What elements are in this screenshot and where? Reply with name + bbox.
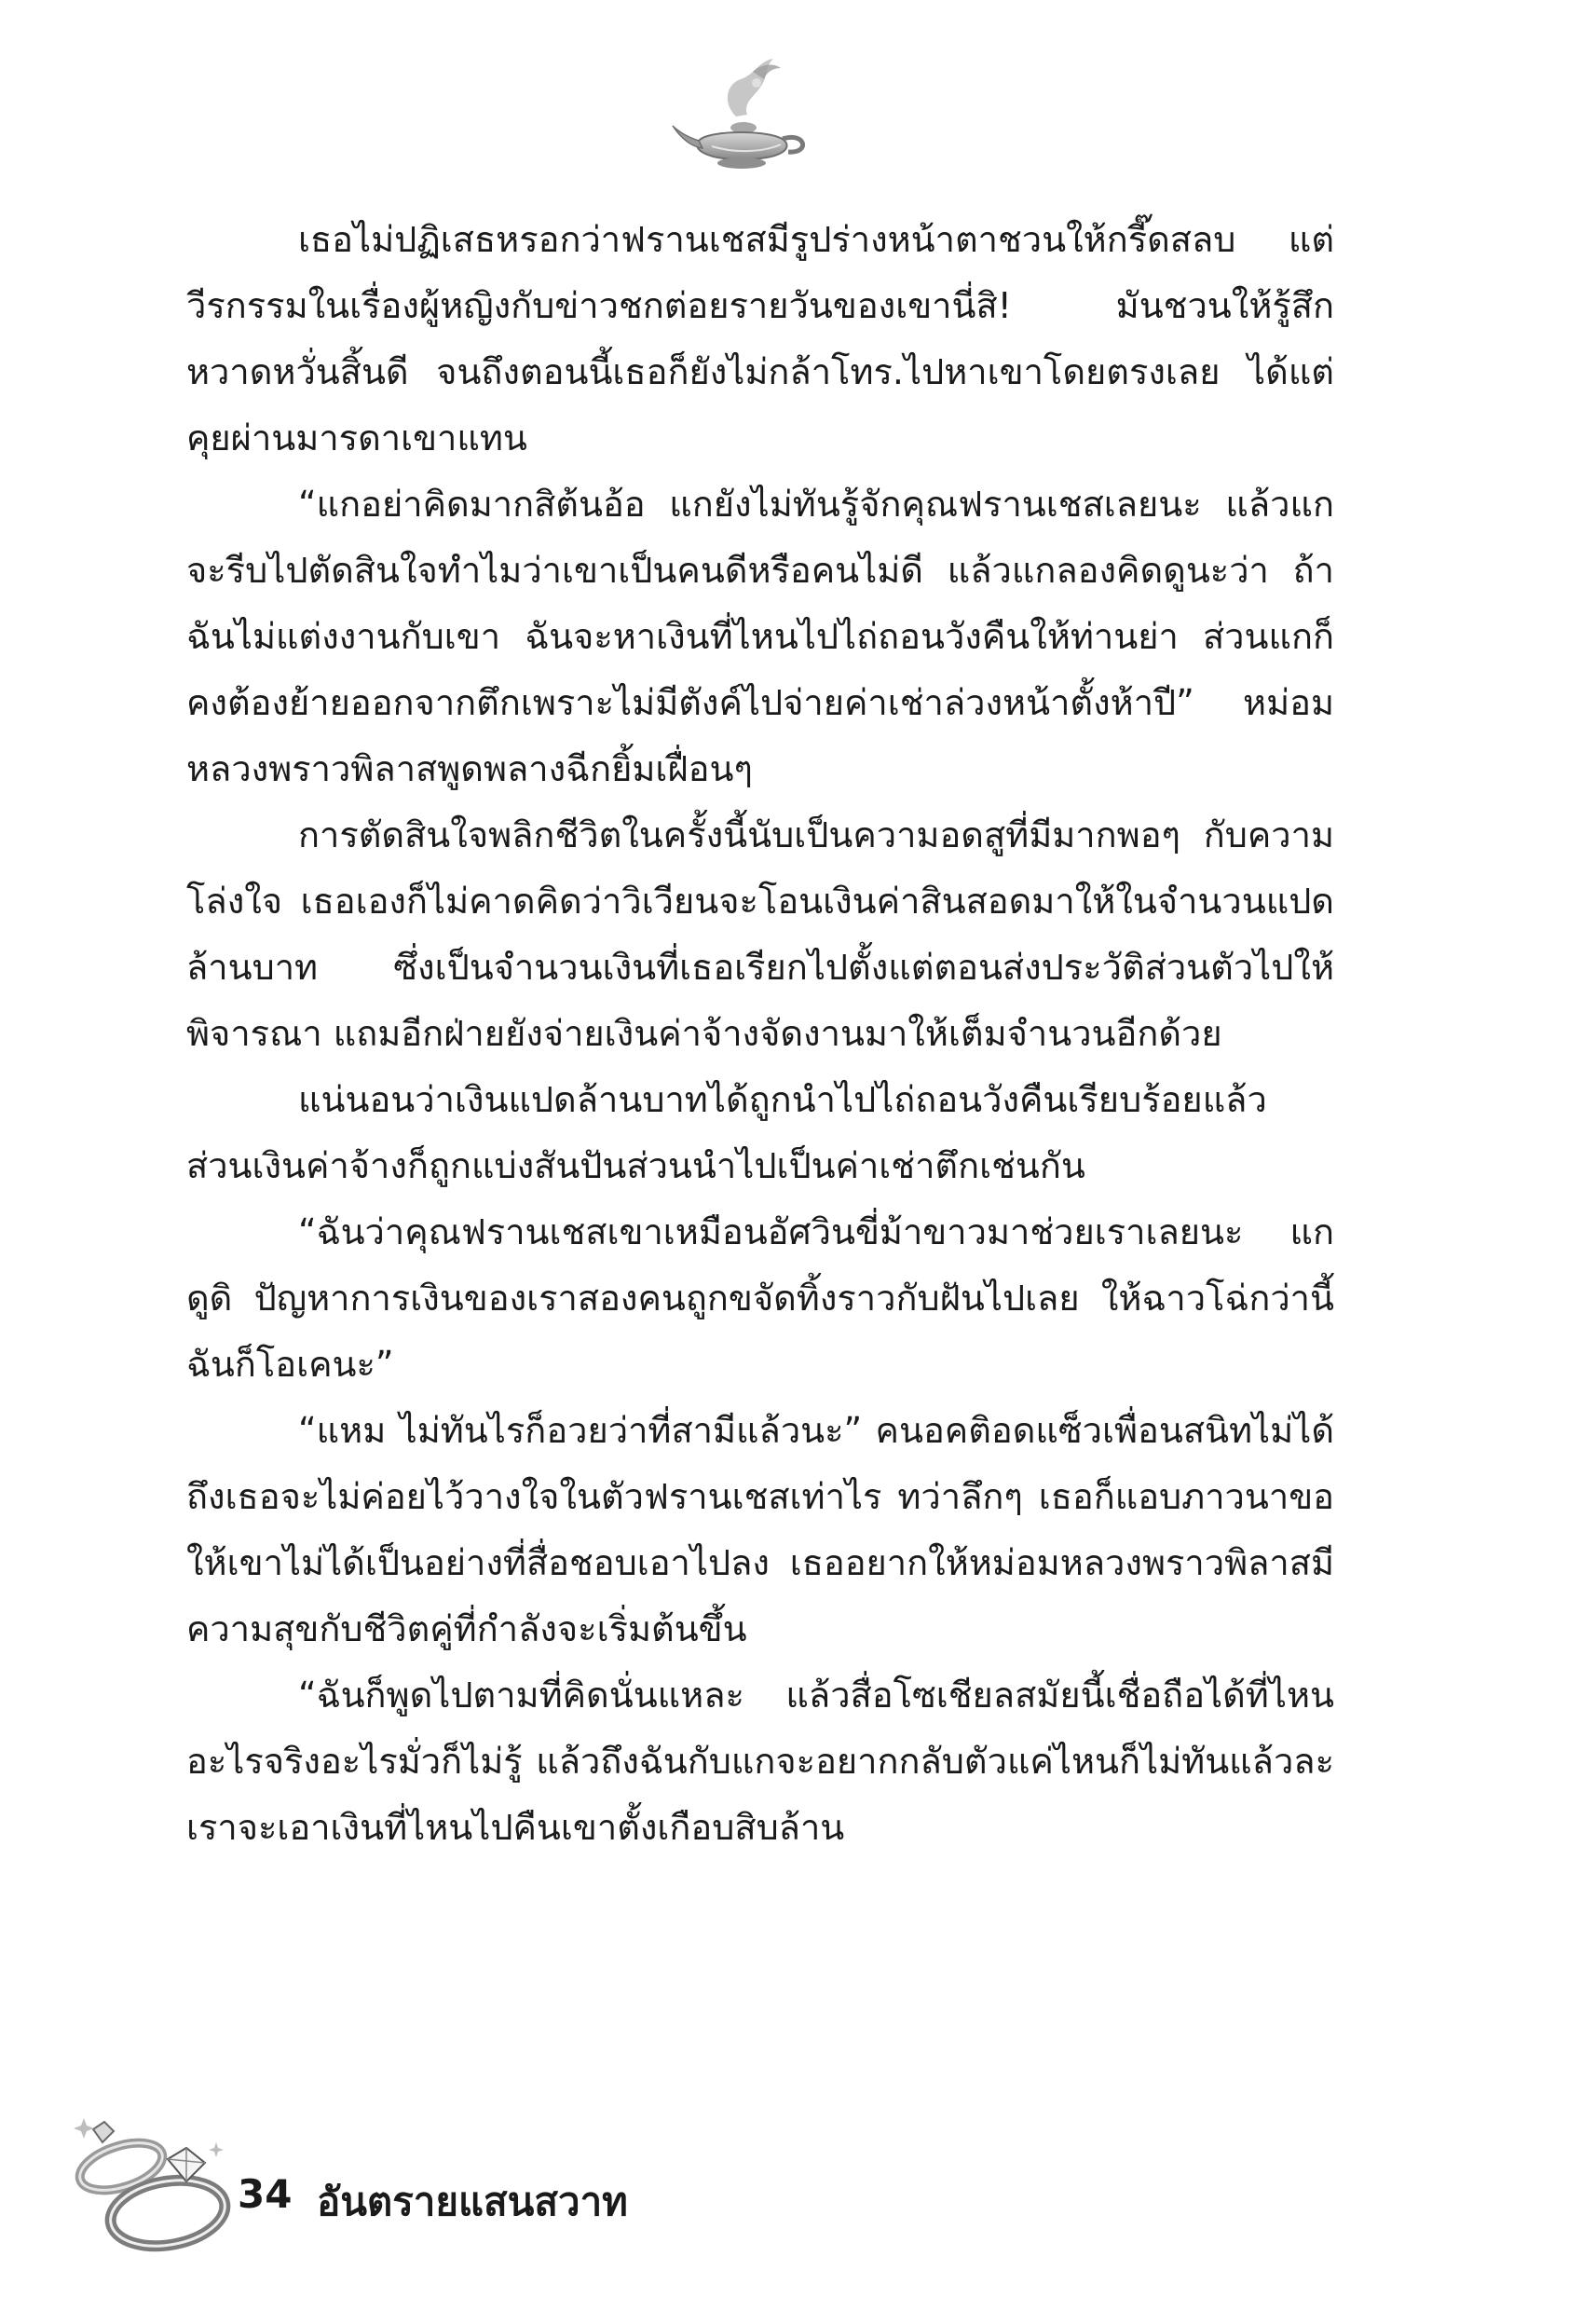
wedding-rings-icon xyxy=(56,2101,242,2269)
page-number: 34 xyxy=(238,2171,293,2217)
paragraph: “แกอย่าคิดมากสิต้นอ้อ แกยังไม่ทันรู้จักคุณฟรานเชสเลยนะ แล้วแกจะรีบไปตัดสินใจทำไมว่าเขาเป็นคนดีหรือคนไม่ดี แล้วแกลองคิดดูนะว่า ถ้าฉันไม่แต่งงานกับเขา ฉันจะหาเงินที่ไหนไปไถ่ถอนวังคืนให้ท่านย่า ส่วนแกก็คงต้องย้ายออกจากตึกเพราะไม่มีตังค์ไปจ่ายค่าเช่าล่วงหน้าตั้งห้าปี” หม่อมหลวงพราวพิลาสพูดพลางฉีกยิ้มเฝื่อนๆ xyxy=(186,484,1334,789)
book-title: อันตรายแสนสวาท xyxy=(317,2179,628,2224)
page-body xyxy=(186,207,1334,1861)
paragraph: การตัดสินใจพลิกชีวิตในครั้งนี้นับเป็นความอดสูที่มีมากพอๆ กับความโล่งใจ เธอเองก็ไม่คาดคิดว่าวิเวียนจะโอนเงินค่าสินสอดมาให้ในจำนวนแปดล้านบาท ซึ่งเป็นจำนวนเงินที่เธอเรียกไปตั้งแต่ตอนส่งประวัติส่วนตัวไปให้พิจารณา แถมอีกฝ่ายยังจ่ายเงินค่าจ้างจัดงานมาให้เต็มจำนวนอีกด้วย xyxy=(186,814,1334,1054)
paragraph: เธอไม่ปฏิเสธหรอกว่าฟรานเชสมีรูปร่างหน้าตาชวนให้กรี๊ดสลบ แต่วีรกรรมในเรื่องผู้หญิงกับข่าวชกต่อยรายวันของเขานี่สิ! มันชวนให้รู้สึกหวาดหวั่นสิ้นดี จนถึงตอนนี้เธอก็ยังไม่กล้าโทร.ไปหาเขาโดยตรงเลย ได้แต่คุยผ่านมารดาเขาแทน xyxy=(186,219,1334,458)
page-footer xyxy=(56,2101,708,2278)
paragraph: “ฉันว่าคุณฟรานเชสเขาเหมือนอัศวินขี่ม้าขาวมาช่วยเราเลยนะ แกดูดิ ปัญหาการเงินของเราสองคนถูกขจัดทิ้งราวกับฝันไปเลย ให้ฉาวโฉ่กว่านี้ฉันก็โอเคนะ” xyxy=(186,1211,1334,1385)
genie-lamp-icon xyxy=(671,51,820,172)
paragraph: “แหม ไม่ทันไรก็อวยว่าที่สามีแล้วนะ” คนอคติอดแซ็วเพื่อนสนิทไม่ได้ ถึงเธอจะไม่ค่อยไว้วางใจในตัวฟรานเชสเท่าไร ทว่าลึกๆ เธอก็แอบภาวนาขอให้เขาไม่ได้เป็นอย่างที่สื่อชอบเอาไปลง เธออยากให้หม่อมหลวงพราวพิลาสมีความสุขกับชีวิตคู่ที่กำลังจะเริ่มต้นขึ้น xyxy=(186,1410,1334,1649)
paragraph: แน่นอนว่าเงินแปดล้านบาทได้ถูกนำไปไถ่ถอนวังคืนเรียบร้อยแล้ว ส่วนเงินค่าจ้างก็ถูกแบ่งสันปันส่วนนำไปเป็นค่าเช่าตึกเช่นกัน xyxy=(186,1079,1267,1186)
paragraph: “ฉันก็พูดไปตามที่คิดนั่นแหละ แล้วสื่อโซเชียลสมัยนี้เชื่อถือได้ที่ไหน อะไรจริงอะไรมั่วก็ไม่รู้ แล้วถึงฉันกับแกจะอยากกลับตัวแค่ไหนก็ไม่ทันแล้วละ เราจะเอาเงินที่ไหนไปคืนเขาตั้งเกือบสิบล้าน xyxy=(186,1675,1334,1848)
